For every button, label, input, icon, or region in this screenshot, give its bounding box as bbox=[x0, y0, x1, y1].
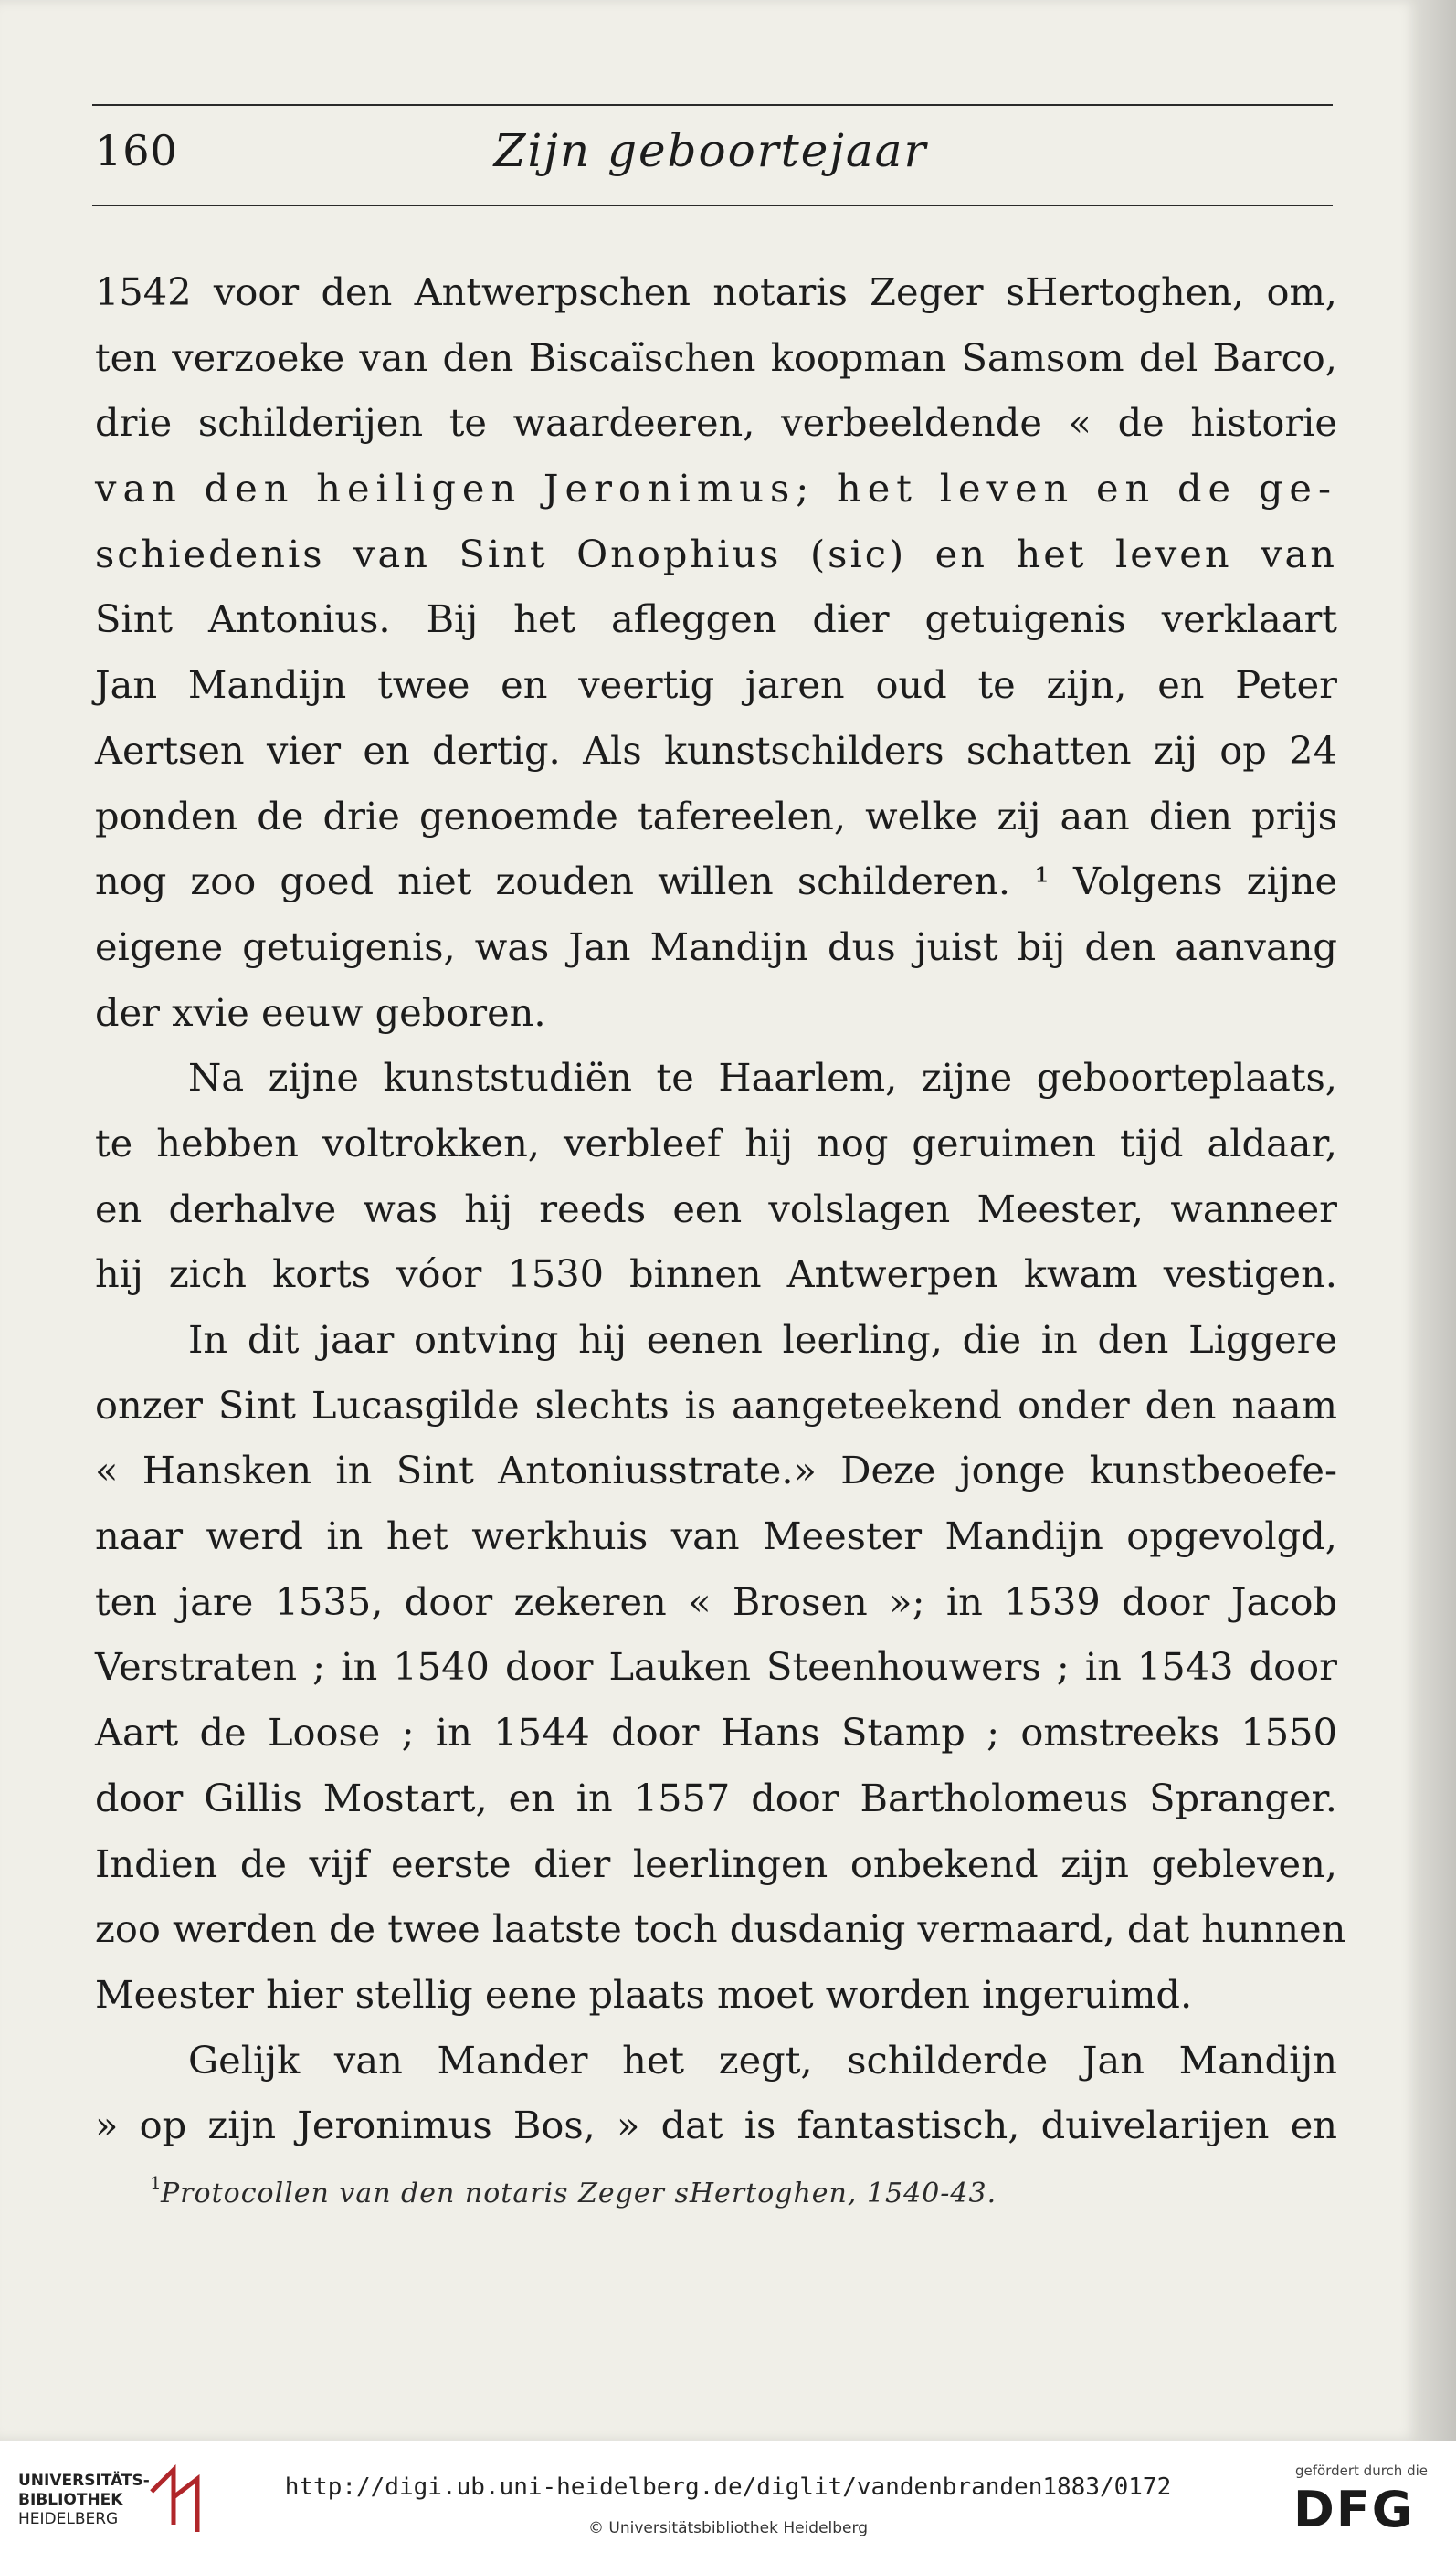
body-text bbox=[95, 259, 1346, 2158]
text-line: Na zijne kunststudiën te Haarlem, zijne geboorteplaats, bbox=[188, 1055, 1337, 1101]
header-rule-bottom bbox=[92, 205, 1333, 206]
library-name-line: BIBLIOTHEK bbox=[18, 2491, 123, 2509]
text-line: ten jare 1535, door zekeren « Brosen »; in 1539 door Jacob bbox=[95, 1578, 1337, 1624]
text-line: ponden de drie genoemde tafereelen, welke zij aan dien prijs bbox=[95, 793, 1337, 838]
header-rule-top bbox=[92, 104, 1333, 106]
text-line: hij zich korts vóor 1530 binnen Antwerpen kwam vestigen. bbox=[95, 1251, 1337, 1297]
text-line: 1542 voor den Antwerpschen notaris Zeger sHertoghen, om, bbox=[95, 269, 1337, 314]
text-line: Aart de Loose ; in 1544 door Hans Stamp ; omstreeks 1550 bbox=[95, 1710, 1337, 1756]
library-city-line: HEIDELBERG bbox=[18, 2510, 119, 2528]
text-line: onzer Sint Lucasgilde slechts is aangeteekend onder den naam bbox=[95, 1382, 1337, 1428]
text-line: » op zijn Jeronimus Bos, » dat is fantastisch, duivelarijen en bbox=[95, 2103, 1337, 2148]
text-line: Verstraten ; in 1540 door Lauken Steenhouwers ; in 1543 door bbox=[95, 1644, 1337, 1690]
running-title: Zijn geboortejaar bbox=[493, 124, 928, 177]
text-line: der xvie eeuw geboren. bbox=[95, 989, 546, 1035]
text-line: Indien de vijf eerste dier leerlingen onbekend zijn gebleven, bbox=[95, 1840, 1337, 1886]
footnote-text: Protocollen van den notaris Zeger sHertoghen, 1540-43. bbox=[161, 2178, 997, 2209]
text-line: Gelijk van Mander het zegt, schilderde Jan Mandijn bbox=[188, 2037, 1337, 2083]
library-name-line: UNIVERSITÄTS- bbox=[18, 2472, 150, 2490]
funding-label: gefördert durch die bbox=[1295, 2462, 1428, 2479]
text-line: « Hansken in Sint Antoniusstrate.» Deze jonge kunstbeoefe- bbox=[95, 1448, 1337, 1493]
text-line: door Gillis Mostart, en in 1557 door Bartholomeus Spranger. bbox=[95, 1775, 1337, 1820]
text-line: Jan Mandijn twee en veertig jaren oud te zijn, en Peter bbox=[95, 662, 1337, 708]
text-line: Sint Antonius. Bij het afleggen dier getuigenis verklaart bbox=[95, 596, 1337, 642]
digitization-footer bbox=[0, 2441, 1456, 2552]
page-number: 160 bbox=[95, 126, 178, 175]
text-line: van den heiligen Jeronimus; het leven en de ge- bbox=[95, 466, 1337, 511]
text-line: schiedenis van Sint Onophius (sic) en het leven van bbox=[95, 531, 1337, 576]
text-line: naar werd in het werkhuis van Meester Mandijn opgevolgd, bbox=[95, 1513, 1337, 1559]
text-line: eigene getuigenis, was Jan Mandijn dus juist bij den aanvang bbox=[95, 923, 1337, 969]
text-line: en derhalve was hij reeds een volslagen Meester, wanneer bbox=[95, 1186, 1337, 1231]
text-line: ten verzoeke van den Biscaïschen koopman Samsom del Barco, bbox=[95, 334, 1337, 380]
text-line: te hebben voltrokken, verbleef hij nog geruimen tijd aldaar, bbox=[95, 1120, 1337, 1165]
footnote bbox=[150, 2172, 997, 2209]
dfg-logo[interactable]: DFG bbox=[1293, 2481, 1415, 2538]
copyright-notice: © Universitätsbibliothek Heidelberg bbox=[587, 2519, 868, 2537]
text-line: drie schilderijen te waardeeren, verbeeldende « de historie bbox=[95, 400, 1337, 446]
text-line: Meester hier stellig eene plaats moet worden ingeruimd. bbox=[95, 1971, 1193, 2017]
text-line: Aertsen vier en dertig. Als kunstschilders schatten zij op 24 bbox=[95, 727, 1337, 773]
text-line: In dit jaar ontving hij eenen leerling, die in den Liggere bbox=[188, 1317, 1337, 1362]
permalink-url[interactable]: http://digi.ub.uni-heidelberg.de/diglit/vandenbranden1883/0172 bbox=[284, 2473, 1172, 2501]
text-line: zoo werden de twee laatste toch dusdanig vermaard, dat hunnen bbox=[95, 1906, 1346, 1952]
text-line: nog zoo goed niet zouden willen schilderen. ¹ Volgens zijne bbox=[95, 859, 1337, 904]
footnote-number: 1 bbox=[150, 2172, 163, 2194]
page-edge bbox=[1421, 0, 1456, 2441]
